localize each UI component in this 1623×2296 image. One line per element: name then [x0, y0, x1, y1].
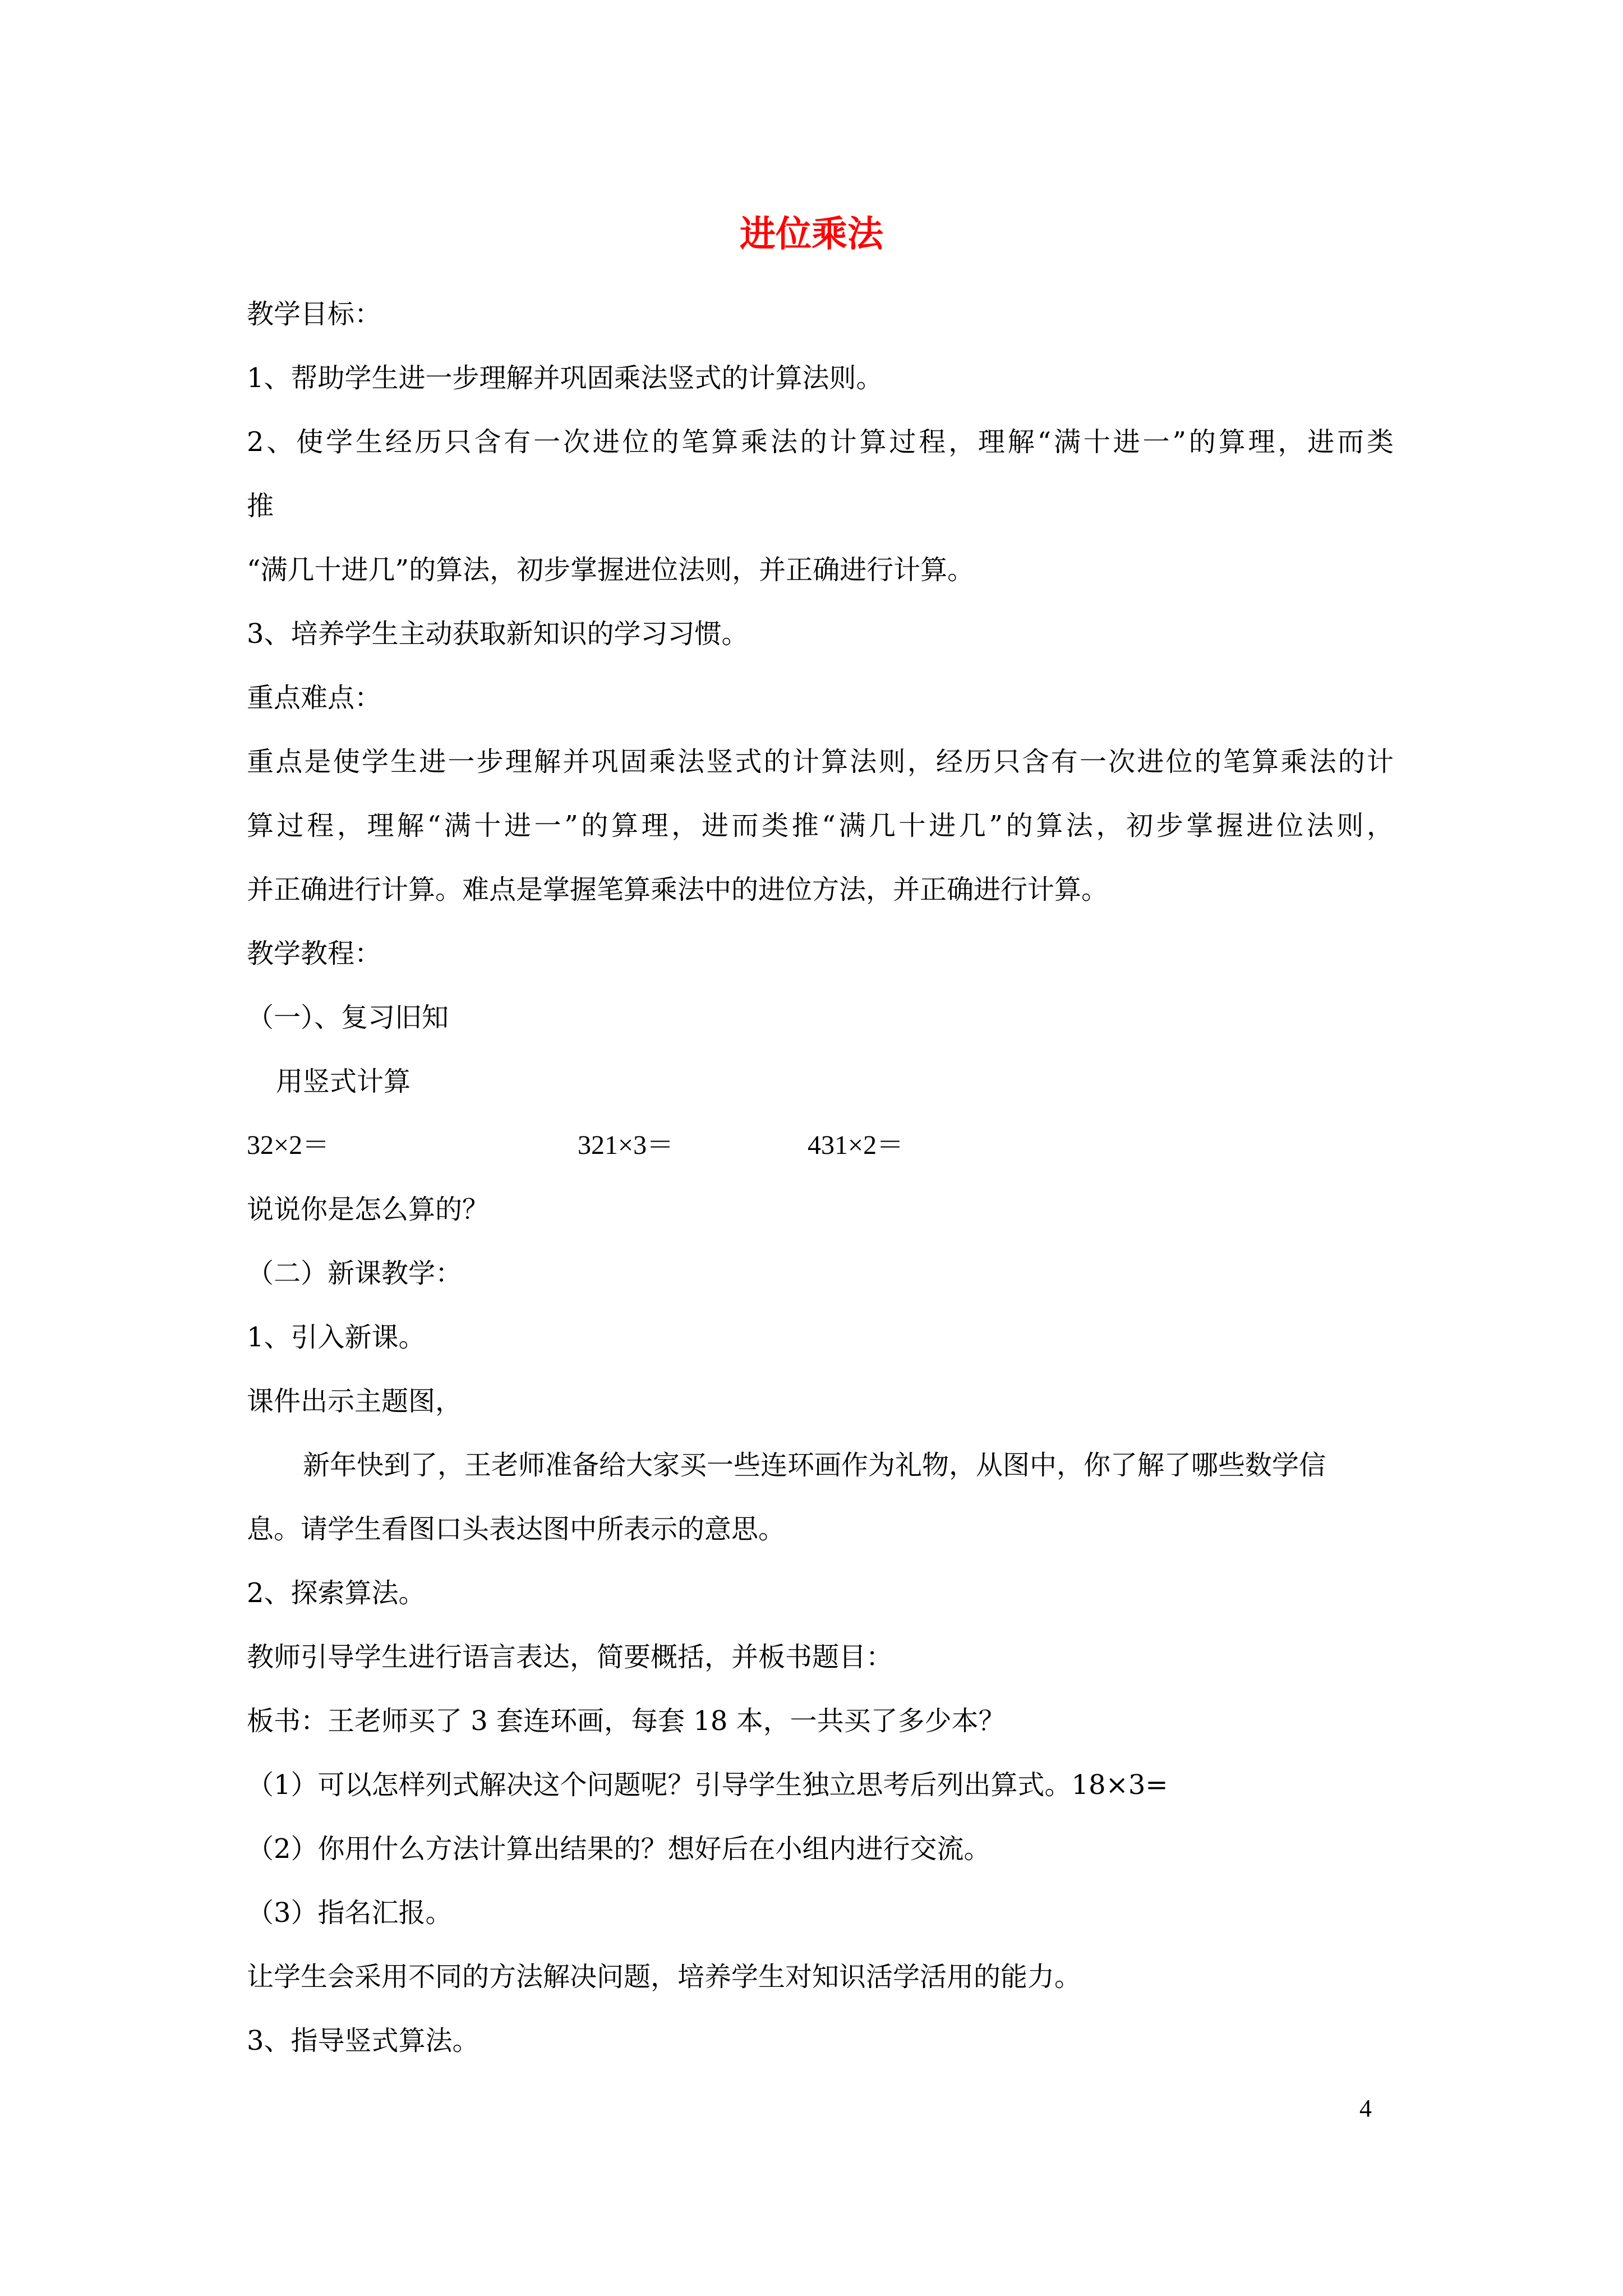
text-line: 3、指导竖式算法。	[247, 2025, 479, 2056]
text-line: （1）可以怎样列式解决这个问题呢？引导学生独立思考后列出算式。18×3=	[247, 1769, 1168, 1801]
calculation-item: 431×2＝	[808, 1130, 904, 1160]
text-line: 算过程，理解“满十进一”的算理，进而类推“满几十进几”的算法，初步掌握进位法则，	[247, 810, 1394, 841]
page-number: 4	[1359, 2095, 1372, 2122]
text-line: 并正确进行计算。难点是掌握笔算乘法中的进位方法，并正确进行计算。	[247, 874, 1109, 905]
text-line: 重点是使学生进一步理解并巩固乘法竖式的计算法则，经历只含有一次进位的笔算乘法的计	[247, 746, 1394, 777]
text-line: 3、培养学生主动获取新知识的学习习惯。	[247, 618, 749, 650]
text-line: 2、探索算法。	[247, 1577, 426, 1609]
text-line: （2）你用什么方法计算出结果的？想好后在小组内进行交流。	[247, 1833, 991, 1865]
text-line: 板书：王老师买了 3 套连环画，每套 18 本，一共买了多少本？	[247, 1705, 1006, 1737]
text-line: 说说你是怎么算的？	[247, 1194, 490, 1225]
text-line: 教师引导学生进行语言表达，简要概括，并板书题目：	[247, 1641, 893, 1673]
text-line: （3）指名汇报。	[247, 1897, 453, 1929]
text-line: 新年快到了，王老师准备给大家买一些连环画作为礼物，从图中，你了解了哪些数学信	[303, 1450, 1326, 1481]
text-line: 1、引入新课。	[247, 1322, 426, 1353]
text-line: 用竖式计算	[276, 1066, 411, 1097]
text-line: 让学生会采用不同的方法解决问题，培养学生对知识活学活用的能力。	[247, 1961, 1082, 1993]
text-line: “满几十进几”的算法，初步掌握进位法则，并正确进行计算。	[247, 554, 975, 586]
text-line: 2、使学生经历只含有一次进位的笔算乘法的计算过程，理解“满十进一”的算理，进而类	[247, 426, 1394, 458]
text-line: 教学目标：	[247, 298, 382, 330]
text-line: 重点难点：	[247, 682, 382, 714]
text-line: 息。请学生看图口头表达图中所表示的意思。	[247, 1513, 786, 1545]
text-line: 课件出示主题图，	[247, 1386, 463, 1417]
document-title: 进位乘法	[740, 213, 883, 255]
calculation-item: 32×2＝	[247, 1130, 330, 1160]
text-line: 推	[247, 490, 274, 522]
text-line: 教学教程：	[247, 938, 382, 969]
text-line: （一）、复习旧知	[247, 1002, 449, 1033]
text-line: （二）新课教学：	[247, 1258, 463, 1289]
calculation-item: 321×3＝	[578, 1130, 674, 1160]
text-line: 1、帮助学生进一步理解并巩固乘法竖式的计算法则。	[247, 362, 883, 394]
